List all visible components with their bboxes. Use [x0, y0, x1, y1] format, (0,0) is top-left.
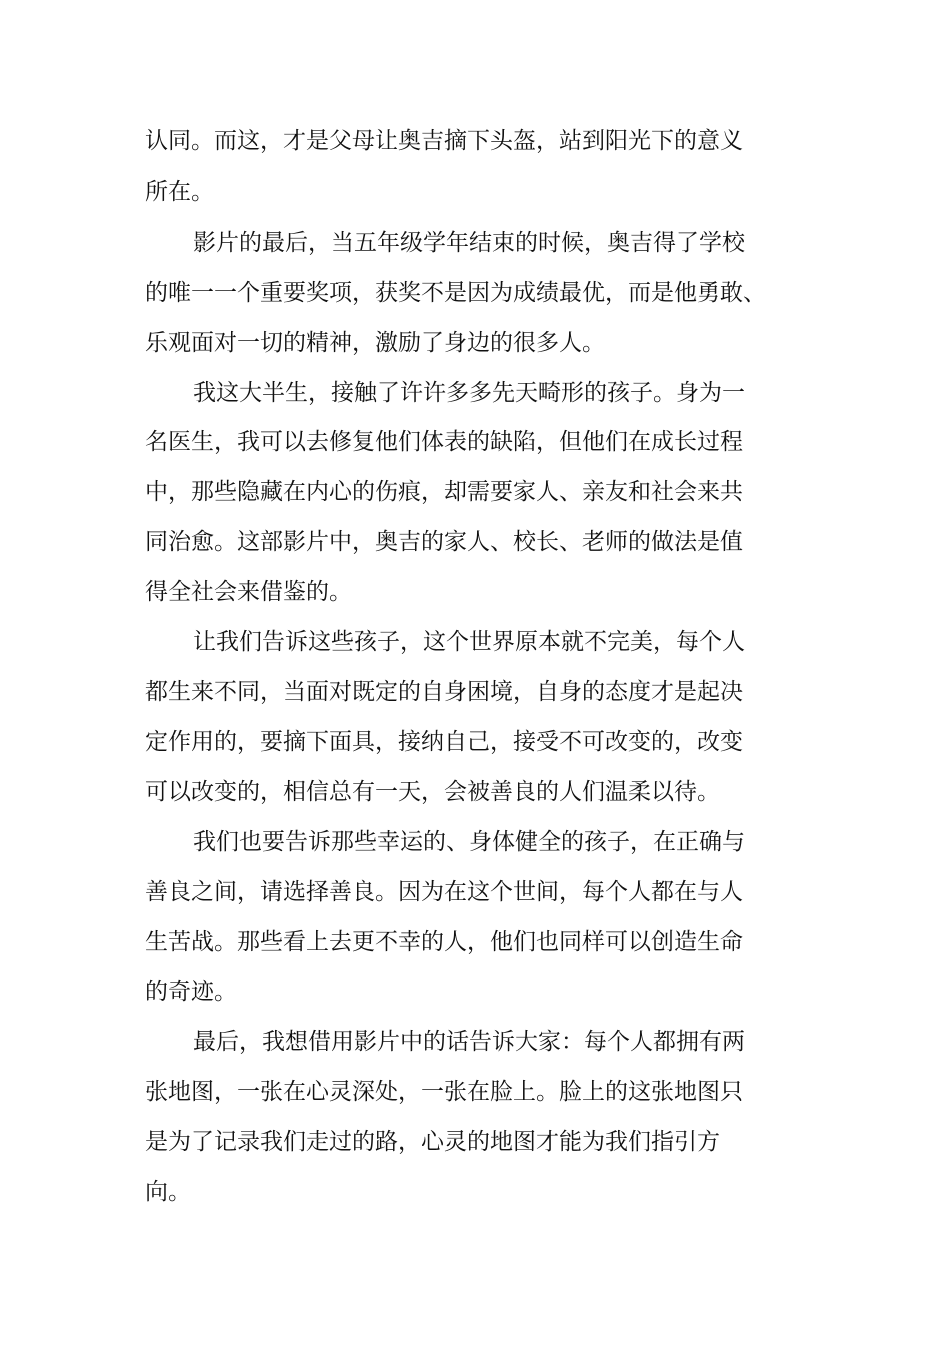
text-line: 得全社会来借鉴的。: [145, 579, 352, 605]
paragraph-first-line: 我这大半生，接触了许许多多先天畸形的孩子。身为一: [193, 380, 745, 406]
text-line: 名医生，我可以去修复他们体表的缺陷，但他们在成长过程: [145, 429, 743, 455]
text-line: 的奇迹。: [145, 979, 237, 1005]
text-line: 的唯一一个重要奖项，获奖不是因为成绩最优，而是他勇敢、: [145, 280, 766, 306]
text-line: 生苦战。那些看上去更不幸的人，他们也同样可以创造生命: [145, 929, 743, 955]
text-line: 定作用的，要摘下面具，接纳自己，接受不可改变的，改变: [145, 729, 743, 755]
paragraph-first-line: 最后，我想借用影片中的话告诉大家：每个人都拥有两: [193, 1029, 745, 1055]
text-line: 善良之间，请选择善良。因为在这个世间，每个人都在与人: [145, 879, 743, 905]
text-line: 中，那些隐藏在内心的伤痕，却需要家人、亲友和社会来共: [145, 479, 743, 505]
text-line: 张地图，一张在心灵深处，一张在脸上。脸上的这张地图只: [145, 1079, 743, 1105]
text-line: 都生来不同，当面对既定的自身困境，自身的态度才是起决: [145, 679, 743, 705]
text-line: 所在。: [145, 179, 214, 205]
text-line: 认同。而这，才是父母让奥吉摘下头盔，站到阳光下的意义: [145, 128, 743, 154]
text-line: 可以改变的，相信总有一天，会被善良的人们温柔以待。: [145, 779, 720, 805]
text-line: 向。: [145, 1179, 191, 1205]
text-line: 是为了记录我们走过的路，心灵的地图才能为我们指引方: [145, 1129, 720, 1155]
paragraph-first-line: 让我们告诉这些孩子，这个世界原本就不完美，每个人: [193, 629, 745, 655]
paragraph-first-line: 影片的最后，当五年级学年结束的时候，奥吉得了学校: [193, 230, 745, 256]
text-line: 同治愈。这部影片中，奥吉的家人、校长、老师的做法是值: [145, 529, 743, 555]
paragraph-first-line: 我们也要告诉那些幸运的、身体健全的孩子，在正确与: [193, 829, 745, 855]
text-line: 乐观面对一切的精神，激励了身边的很多人。: [145, 330, 605, 356]
